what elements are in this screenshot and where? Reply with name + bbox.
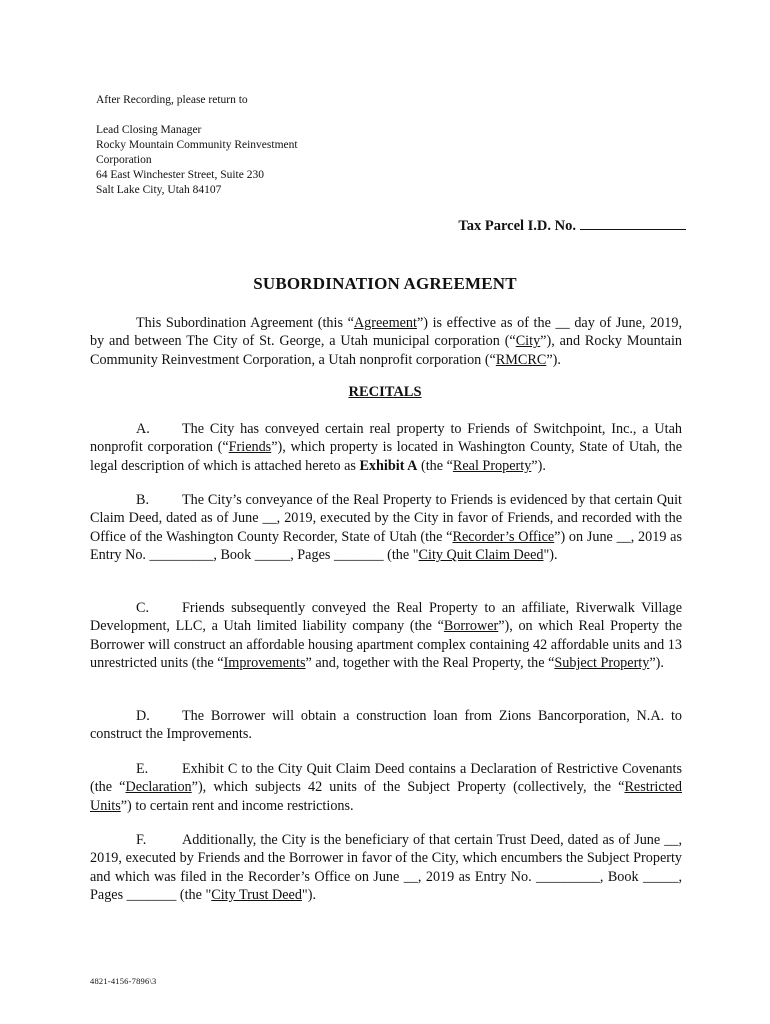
- defined-term-city-quit-claim-deed: City Quit Claim Deed: [418, 547, 544, 564]
- defined-term-borrower: Borrower: [443, 618, 499, 635]
- document-id-footer: 4821-4156-7896\3: [90, 976, 157, 986]
- return-organization: Rocky Mountain Community Reinvestment: [96, 139, 298, 151]
- defined-term-friends: Friends: [228, 439, 272, 456]
- return-organization-cont: Corporation: [96, 154, 152, 166]
- tax-parcel-id: [458, 217, 686, 235]
- recital-c: C. Friends subsequently conveyed the Real Property to an affiliate, Riverwalk Village Development, LLC, a Utah limited liability company (the “Borrower”), on which Real Property the Borrower will construct an affordable housing apartment complex containing 42 affordable units and 13 unrestricted units (the “Improvements” and, together with the Real Property, the “Subject Property”).: [90, 600, 682, 672]
- recital-letter: A.: [136, 421, 150, 437]
- intro-paragraph: This Subordination Agreement (this “Agreement”) is effective as of the __ day of June, 2019, by and between The City of St. George, a Utah municipal corporation (“City”), and Rocky Mountain Community Reinvestment Corporation, a Utah nonprofit corporation (“RMCRC”).: [90, 315, 683, 368]
- defined-term-declaration: Declaration: [125, 779, 192, 796]
- return-city-state-zip: Salt Lake City, Utah 84107: [96, 184, 222, 196]
- recital-a: A. The City has conveyed certain real property to Friends of Switchpoint, Inc., a Utah nonprofit corporation (“Friends”), which property is located in Washington County, State of Utah, the legal description of which is attached hereto as Exhibit A (the “Real Property”).: [90, 421, 682, 474]
- recital-letter: C.: [136, 600, 150, 616]
- defined-term-recorders-office: Recorder’s Office: [452, 528, 555, 545]
- defined-term-subject-property: Subject Property: [554, 655, 650, 672]
- tax-parcel-blank: [580, 217, 686, 230]
- recital-f: F. Additionally, the City is the beneficiary of that certain Trust Deed, dated as of June __, 2019, executed by Friends and the Borrower in favor of the City, which encumbers the Subject Property and which was filed in the Recorder’s Office on June __, 2019 as Entry No. _________, Book _____, Pages _______ (the "City Trust Deed").: [90, 832, 682, 904]
- defined-term-real-property: Real Property: [452, 457, 532, 474]
- recital-letter: E.: [136, 761, 149, 777]
- defined-term-improvements: Improvements: [223, 655, 306, 672]
- return-recipient-title: Lead Closing Manager: [96, 124, 202, 136]
- exhibit-reference: Exhibit A: [359, 457, 418, 474]
- defined-term-city: City: [515, 333, 541, 350]
- document-title: SUBORDINATION AGREEMENT: [253, 274, 517, 293]
- tax-parcel-label: Tax Parcel I.D. No.: [458, 218, 576, 234]
- return-street: 64 East Winchester Street, Suite 230: [96, 169, 264, 181]
- recital-e: E. Exhibit C to the City Quit Claim Deed contains a Declaration of Restrictive Covenants (the “Declaration”), which subjects 42 units of the Subject Property (collectively, the “Restricted Units”) to certain rent and income restrictions.: [90, 761, 682, 814]
- recital-d: D. The Borrower will obtain a construction loan from Zions Bancorporation, N.A. to construct the Improvements.: [90, 708, 682, 743]
- recital-letter: B.: [136, 492, 150, 508]
- recital-letter: D.: [136, 708, 150, 724]
- recital-b: B. The City’s conveyance of the Real Property to Friends is evidenced by that certain Quit Claim Deed, dated as of June __, 2019, executed by the City in favor of Friends, and recorded with the Office of the Washington County Recorder, State of Utah (the “Recorder’s Office”) on June __, 2019 as Entry No. _________, Book _____, Pages _______ (the "City Quit Claim Deed").: [90, 492, 682, 564]
- defined-term-city-trust-deed: City Trust Deed: [211, 887, 302, 904]
- recitals-heading: RECITALS: [348, 384, 422, 400]
- return-address-block: [96, 93, 298, 198]
- defined-term-restricted-units: Restricted Units: [90, 779, 682, 814]
- recital-letter: F.: [136, 832, 147, 848]
- defined-term-agreement: Agreement: [353, 315, 417, 331]
- return-instruction: After Recording, please return to: [96, 94, 248, 106]
- defined-term-rmcrc: RMCRC: [495, 351, 547, 368]
